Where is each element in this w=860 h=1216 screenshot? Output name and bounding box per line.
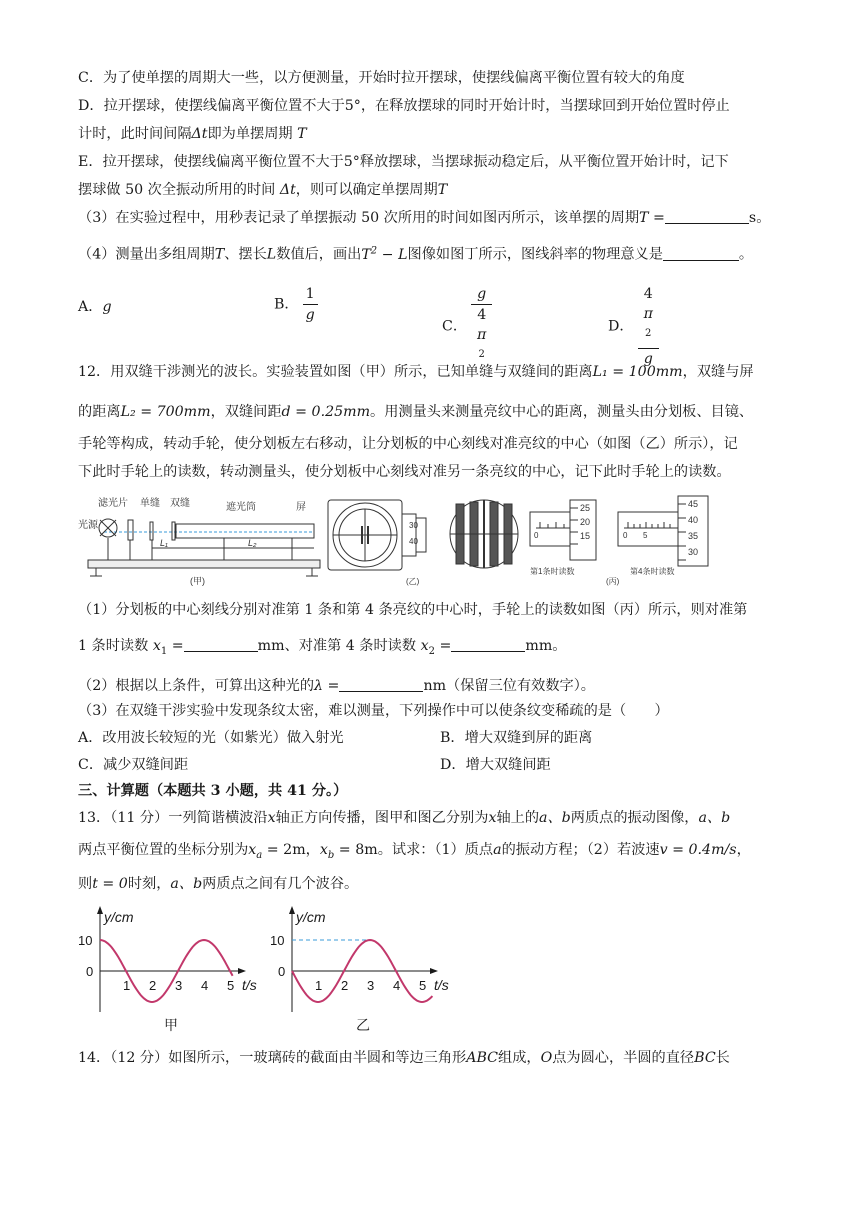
y-tick: 10 — [270, 933, 285, 948]
var-g: g — [102, 299, 112, 315]
var-O: O — [540, 1050, 553, 1066]
var-BC: BC — [694, 1050, 716, 1066]
q12-stem-line2 — [78, 402, 790, 422]
text: mm、对准第 4 条时读数 — [257, 638, 417, 654]
var-T: T — [639, 210, 649, 226]
text: = 2m — [266, 842, 306, 858]
q11-choice-a[interactable] — [78, 297, 112, 317]
q11-sub3: （3）在实验过程中，用秒表记录了单摆振动 50 次所用的时间如图丙所示，该单摆的周期T = s。 — [78, 210, 771, 226]
text: 组成， — [498, 1050, 541, 1066]
x-label: t/s — [242, 977, 257, 993]
drum-tick: 15 — [580, 531, 591, 541]
var-x: x — [319, 842, 328, 858]
q11-sub4 — [78, 241, 790, 265]
x-tick: 1 — [123, 978, 131, 993]
label-L1: L₁ — [160, 538, 168, 548]
var-T: T — [292, 126, 307, 142]
delta-t: Δt — [191, 126, 208, 142]
graph-label: 甲 — [164, 1017, 178, 1033]
y-label: y/cm — [296, 909, 326, 925]
var-x1: x — [152, 638, 161, 654]
label-reading-4: 第4条时读数 — [630, 567, 675, 576]
text: s。 — [748, 210, 771, 226]
graph-label: 乙 — [356, 1017, 370, 1033]
q12-choice-c[interactable]: C．减少双缝间距 — [78, 757, 189, 773]
y-axis-arrow-icon — [289, 906, 295, 914]
text: 两点平衡位置的坐标分别为 — [78, 842, 249, 858]
x-tick: 2 — [149, 978, 157, 993]
text: 的振动方程；（2）若波速 — [501, 842, 660, 858]
x-axis-arrow-icon — [238, 968, 246, 974]
q12-choice-d[interactable]: D．增大双缝间距 — [440, 757, 551, 773]
q12-figure — [78, 494, 714, 588]
x-axis-arrow-icon — [430, 968, 438, 974]
var-x: x — [488, 810, 497, 826]
text: 12．用双缝干涉测光的波长。实验装置如图（甲）所示，已知单缝与双缝间的距离 — [78, 364, 593, 380]
text: 1 条时读数 — [78, 638, 149, 654]
text: 点为圆心，半圆的直径 — [552, 1050, 695, 1066]
text: 长 — [715, 1050, 730, 1066]
label: B． — [274, 296, 299, 313]
answer-blank[interactable] — [663, 246, 739, 261]
drum-tick: 20 — [580, 517, 591, 527]
var-t: t = 0 — [92, 876, 128, 892]
drum-tick: 25 — [580, 503, 591, 513]
graph-jia — [78, 906, 257, 1033]
q13-line2: 两点平衡位置的坐标分别为$x_a = 2m$，$x_b = 8m$。试求：（1）质点a的振动方程；（2）若波速v = 0.4m/s， — [78, 842, 751, 861]
text: 14．（12 分）如图所示，一玻璃砖的截面由半圆和等边三角形 — [78, 1050, 467, 1066]
text: 摆球做 50 次全振动所用的时间 — [78, 182, 276, 198]
text: ，双缝与屏 — [682, 364, 754, 380]
text: ，则可以确定单摆周期 — [295, 182, 438, 198]
text: 即为单摆周期 — [207, 126, 293, 142]
x-tick: 4 — [393, 978, 401, 993]
text: 数值后，画出 — [276, 246, 362, 263]
text: 轴正方向传播，图甲和图乙分别为 — [275, 810, 489, 826]
var-v: v = 0.4m/s — [659, 842, 737, 858]
answer-blank[interactable] — [665, 209, 749, 224]
x-tick: 3 — [175, 978, 183, 993]
y-label: y/cm — [104, 909, 134, 925]
x-tick: 1 — [315, 978, 323, 993]
var-ABC: ABC — [466, 1050, 499, 1066]
label: A． — [78, 299, 103, 315]
text: （4）测量出多组周期 — [78, 246, 215, 263]
text: 。试求：（1）质点 — [377, 842, 494, 858]
text: 两质点的振动图像， — [570, 810, 699, 826]
fraction: 4 π $^2$ g — [638, 284, 659, 369]
x-tick: 2 — [341, 978, 349, 993]
q11-choice-c[interactable] — [442, 284, 492, 369]
text: 时刻， — [127, 876, 171, 892]
q12-stem-line1 — [78, 362, 790, 382]
fraction: $\frac{1}{g}$ — [303, 284, 318, 325]
q13-line1 — [78, 808, 790, 828]
label-bing: (丙) — [606, 577, 620, 586]
var-T2-L: $T^2 - L$ — [361, 245, 408, 263]
drum-tick: 40 — [688, 515, 699, 525]
q12-choice-a[interactable]: A．改用波长较短的光（如紫光）做入射光 — [78, 730, 344, 746]
apparatus-figure — [88, 519, 320, 576]
text: 、摆长 — [224, 246, 267, 263]
text: 图像如图丁所示，图线斜率的物理意义是 — [407, 246, 663, 263]
sub-b: b — [327, 849, 335, 861]
q11-option-d-line2 — [78, 124, 790, 144]
q11-choice-b[interactable] — [274, 284, 318, 325]
sub-a: a — [256, 849, 263, 861]
graph-yi — [270, 906, 449, 1033]
x-tick: 5 — [419, 978, 427, 993]
text: mm。 — [525, 638, 567, 654]
q11-option-d-line1: D．拉开摆球，使摆线偏离平衡位置不大于5°，在释放摆球的同时开始计时，当摆球回到开始位置时停止 — [78, 98, 730, 114]
q11-choice-d[interactable] — [608, 284, 659, 369]
y-tick: 0 — [278, 964, 286, 979]
var-ab: a、b — [698, 810, 731, 826]
double-slit-icon — [172, 522, 175, 540]
text: 13．（11 分）一列简谐横波沿 — [78, 810, 268, 826]
drum-tick: 45 — [688, 499, 699, 509]
q12-stem-line4: 下此时手轮上的读数，转动测量头，使分划板中心刻线对准另一条亮纹的中心，记下此时手轮上的读数。 — [78, 464, 731, 480]
q12-sub3: （3）在双缝干涉实验中发现条纹太密，难以测量，下列操作中可以使条纹变稀疏的是（ ） — [78, 703, 669, 719]
var-L: L — [266, 246, 277, 263]
answer-blank[interactable] — [451, 637, 525, 652]
label-tube: 遮光筒 — [226, 502, 256, 513]
label-double-slit: 双缝 — [170, 498, 190, 509]
var-L2: L₂ = 700mm — [120, 404, 211, 420]
label: C． — [442, 318, 468, 335]
q12-choice-b[interactable]: B．增大双缝到屏的距离 — [440, 730, 593, 746]
label-yi: (乙) — [406, 577, 420, 586]
label-jia: (甲) — [190, 576, 205, 586]
var-x: x — [248, 842, 257, 858]
label-reading-1: 第1条时读数 — [530, 567, 575, 576]
text: nm（保留三位有效数字）。 — [423, 678, 595, 694]
var-x: x — [267, 810, 276, 826]
text: 。 — [738, 246, 754, 263]
x-label: t/s — [434, 977, 449, 993]
drum-tick: 30 — [688, 547, 699, 557]
fraction: g 4 π $^2$ — [471, 284, 492, 369]
q12-stem-line3: 手轮等构成，转动手轮，使分划板左右移动，让分划板的中心刻线对准亮纹的中心（如图（乙）所示），记 — [78, 436, 738, 452]
main-scale-tick: 0 — [623, 531, 628, 540]
q11-option-e-line2 — [78, 180, 790, 200]
q14-line1 — [78, 1048, 790, 1068]
q11-option-c: C．为了使单摆的周期大一些，以方便测量，开始时拉开摆球，使摆线偏离平衡位置有较大的角度 — [78, 70, 685, 86]
var-L1: L₁ = 100mm — [592, 364, 683, 380]
var-lambda: λ — [314, 678, 324, 694]
delta-t: Δt — [275, 182, 296, 198]
q12-sub1-line1: （1）分划板的中心刻线分别对准第 1 条和第 4 条亮纹的中心时，手轮上的读数如图（丙）所示，则对准第 — [78, 602, 748, 618]
var-T: T — [214, 246, 225, 263]
var-d: d = 0.25mm — [281, 404, 371, 420]
single-slit-icon — [150, 522, 153, 540]
y-tick: 0 — [86, 964, 94, 979]
q11-option-e-line1: E．拉开摆球，使摆线偏离平衡位置不大于5°释放摆球，当摆球振动稳定后，从平衡位置开始计时，记下 — [78, 154, 729, 170]
text: 则 — [78, 876, 93, 892]
text: （2）根据以上条件，可算出这种光的 — [78, 678, 315, 694]
x-tick: 4 — [201, 978, 209, 993]
text: 轴上的 — [496, 810, 540, 826]
text: 。用测量头来测量亮纹中心的距离，测量头由分划板、目镜、 — [370, 404, 754, 420]
eyepiece-tick: 40 — [409, 537, 418, 546]
y-tick: 10 — [78, 933, 93, 948]
label-filter: 滤光片 — [98, 498, 128, 509]
q12-sub1-line2: 1 条时读数 $x_1$ = mm、对准第 4 条时读数 $x_2$ = mm。 — [78, 638, 567, 657]
x-tick: 5 — [227, 978, 235, 993]
text: （3）在实验过程中，用秒表记录了单摆振动 50 次所用的时间如图丙所示，该单摆的周期 — [78, 210, 640, 226]
label-source: 光源 — [78, 520, 98, 531]
filter-icon — [128, 520, 133, 540]
text: 计时，此时间间隔 — [78, 126, 192, 142]
label-single-slit: 单缝 — [140, 498, 160, 509]
label: D． — [608, 318, 634, 335]
main-scale-tick: 5 — [643, 531, 648, 540]
var-T: T — [437, 182, 448, 198]
var-ab: a、b — [170, 876, 203, 892]
label-L2: L₂ — [248, 538, 257, 548]
var-ab: a、b — [539, 810, 571, 826]
text: 两质点之间有几个波谷。 — [202, 876, 359, 892]
text: 的距离 — [78, 404, 121, 420]
drum-tick: 35 — [688, 531, 699, 541]
var-x2: x — [420, 638, 429, 654]
section-heading: 三、计算题（本题共 3 小题，共 41 分。） — [78, 783, 348, 799]
fringe-view — [450, 500, 518, 568]
tube-icon — [176, 524, 314, 538]
answer-blank[interactable] — [339, 677, 423, 692]
y-axis-arrow-icon — [97, 906, 103, 914]
x-tick: 3 — [367, 978, 375, 993]
var-a: a — [493, 842, 502, 858]
eyepiece-tick: 30 — [409, 521, 418, 530]
answer-blank[interactable] — [184, 637, 258, 652]
text: = 8m — [338, 842, 378, 858]
measuring-head-figure — [328, 500, 426, 570]
label-screen: 屏 — [296, 502, 306, 513]
text: ，双缝间距 — [210, 404, 282, 420]
q12-sub2: （2）根据以上条件，可算出这种光的λ = nm（保留三位有效数字）。 — [78, 678, 595, 694]
q13-line3 — [78, 874, 790, 894]
main-scale-tick: 0 — [534, 531, 539, 540]
q13-graphs — [78, 902, 468, 1038]
